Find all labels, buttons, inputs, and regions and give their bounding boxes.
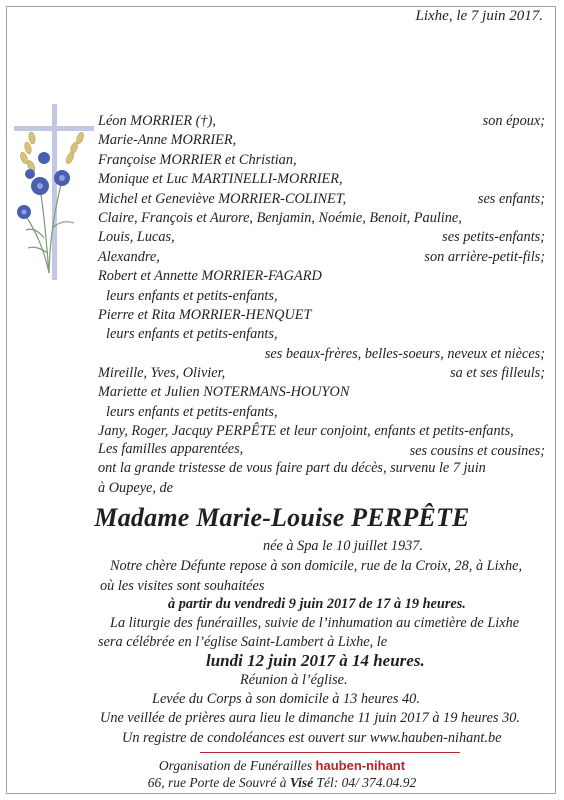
separator bbox=[200, 752, 460, 753]
relatives-row bbox=[98, 267, 545, 286]
meeting-line: Réunion à l’église. bbox=[240, 672, 348, 688]
relatives-names: Michel et Geneviève MORRIER-COLINET, bbox=[98, 190, 347, 207]
visit-times: à partir du vendredi 9 juin 2017 de 17 à 19 heures. bbox=[168, 596, 466, 612]
rest-line: Notre chère Défunte repose à son domicile, rue de la Croix, 28, à Lixhe, bbox=[110, 558, 523, 574]
relatives-names: Louis, Lucas, bbox=[98, 229, 175, 246]
org-prefix: Organisation de Funérailles bbox=[158, 758, 313, 773]
relatives-names: Mariette et Julien NOTERMANS-HOUYON bbox=[98, 384, 350, 401]
relatives-row bbox=[98, 383, 545, 402]
relatives-row bbox=[98, 345, 545, 364]
relatives-row bbox=[98, 422, 545, 441]
relatives-names: Françoise MORRIER et Christian, bbox=[98, 151, 297, 168]
rest-line: où les visites sont souhaitées bbox=[100, 578, 265, 594]
org-address: 66, rue Porte de Souvré à bbox=[147, 775, 287, 790]
org-city: Visé bbox=[289, 775, 314, 790]
relationship-label: ses cousins et cousines; bbox=[409, 442, 545, 459]
intro-line: ont la grande tristesse de vous faire part du décès, survenu le 7 juin bbox=[98, 460, 486, 477]
relatives-row bbox=[98, 112, 545, 131]
relationship-label: ses petits-enfants; bbox=[442, 229, 545, 246]
relatives-names: Claire, François et Aurore, Benjamin, Noémie, Benoit, Pauline, bbox=[98, 209, 462, 226]
intro-line: à Oupeye, de bbox=[98, 479, 174, 496]
relatives-names: Robert et Annette MORRIER-FAGARD bbox=[98, 268, 322, 285]
relatives-list bbox=[98, 112, 545, 461]
liturgy-line: La liturgie des funérailles, suivie de l’inhumation au cimetière de Lixhe bbox=[110, 615, 520, 631]
relationship-label: son époux; bbox=[482, 113, 545, 129]
relatives-names: leurs enfants et petits-enfants, bbox=[106, 403, 278, 420]
relatives-names: Alexandre, bbox=[98, 248, 160, 265]
relatives-row bbox=[98, 248, 545, 267]
organization-footer bbox=[0, 757, 564, 791]
relatives-row bbox=[98, 170, 545, 189]
relationship-label: sa et ses filleuls; bbox=[450, 365, 545, 382]
brand-logo: hauben-nihant bbox=[315, 758, 406, 773]
cornflower-wheat-icon bbox=[4, 118, 94, 278]
relatives-row bbox=[98, 403, 545, 422]
relatives-names: Léon MORRIER (†), bbox=[98, 113, 216, 129]
relationship-label: son arrière-petit-fils; bbox=[424, 248, 545, 265]
relatives-row bbox=[98, 151, 545, 170]
relationship-label: ses beaux-frères, belles-soeurs, neveux et nièces; bbox=[264, 345, 545, 362]
deceased-name: Madame Marie-Louise PERPÊTE bbox=[94, 503, 470, 532]
birth-line: née à Spa le 10 juillet 1937. bbox=[263, 538, 424, 554]
liturgy-line: sera célébrée en l’église Saint-Lambert à Lixhe, le bbox=[98, 634, 388, 650]
funeral-date: lundi 12 juin 2017 à 14 heures. bbox=[206, 651, 425, 670]
relatives-names: Monique et Luc MARTINELLI-MORRIER, bbox=[98, 171, 343, 188]
org-phone: Tél: 04/ 374.04.92 bbox=[316, 775, 417, 790]
dateline: Lixhe, le 7 juin 2017. bbox=[415, 8, 543, 24]
relatives-names: Pierre et Rita MORRIER-HENQUET bbox=[98, 306, 312, 323]
levee-line: Levée du Corps à son domicile à 13 heures 40. bbox=[152, 691, 420, 707]
relatives-names: Marie-Anne MORRIER, bbox=[98, 132, 237, 149]
relatives-row bbox=[98, 364, 545, 383]
relatives-names: Mireille, Yves, Olivier, bbox=[98, 365, 226, 382]
relatives-row bbox=[98, 228, 545, 247]
relatives-row bbox=[98, 209, 545, 228]
relatives-names: Jany, Roger, Jacquy PERPÊTE et leur conjoint, enfants et petits-enfants, bbox=[98, 423, 514, 440]
vigil-line: Une veillée de prières aura lieu le dimanche 11 juin 2017 à 19 heures 30. bbox=[100, 710, 520, 726]
register-line: Un registre de condoléances est ouvert sur www.hauben-nihant.be bbox=[122, 730, 502, 746]
relatives-row bbox=[98, 287, 545, 306]
relatives-row bbox=[98, 306, 545, 325]
intro-line: Les familles apparentées, bbox=[98, 441, 244, 457]
relatives-names: leurs enfants et petits-enfants, bbox=[106, 326, 278, 343]
relatives-row bbox=[98, 325, 545, 344]
relationship-label: ses enfants; bbox=[477, 190, 545, 207]
intro-text bbox=[98, 440, 486, 498]
relatives-row bbox=[98, 131, 545, 150]
relatives-row bbox=[98, 190, 545, 209]
relatives-names: leurs enfants et petits-enfants, bbox=[106, 287, 278, 304]
